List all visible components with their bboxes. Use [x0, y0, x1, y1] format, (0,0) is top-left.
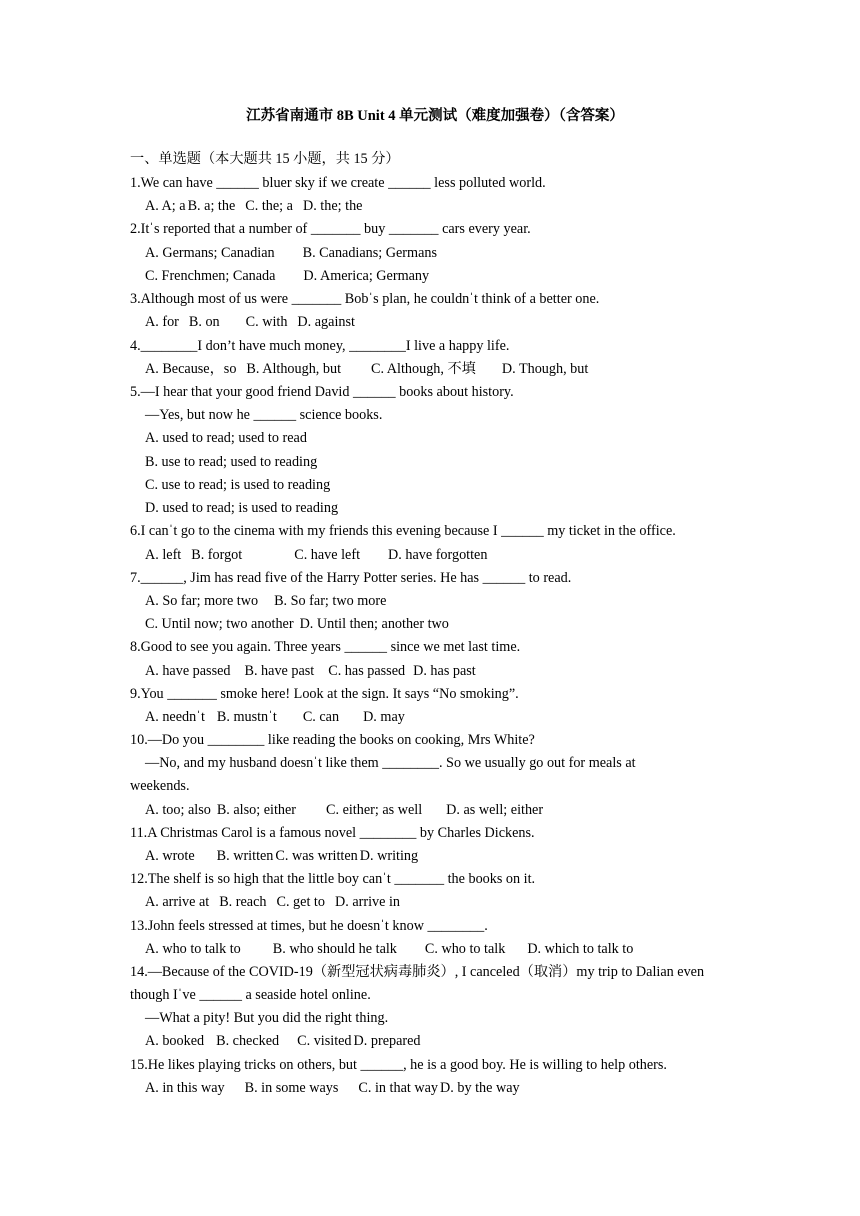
option-b: B. checked — [216, 1033, 280, 1049]
option-d: D. as well; either — [446, 802, 544, 818]
question-14-stem-reply: —What a pity! But you did the right thing. — [145, 1010, 389, 1026]
option-d: D. prepared — [353, 1033, 421, 1049]
option-a: A. booked — [145, 1033, 205, 1049]
option-b: B. written — [216, 848, 274, 864]
option-c: C. Although, 不填 — [371, 361, 476, 377]
question-2-stem: 2.Itˈs reported that a number of _______ buy _______ cars every year. — [130, 221, 531, 237]
question-3-options — [145, 313, 365, 331]
option-a: A. neednˈt — [145, 709, 205, 725]
question-8-options — [145, 662, 486, 680]
question-14-options — [145, 1032, 431, 1050]
question-7-options-row2 — [145, 615, 459, 633]
question-13-options — [145, 940, 643, 958]
question-2-options-row1 — [145, 244, 447, 262]
document-title: 江苏省南通市 8B Unit 4 单元测试（难度加强卷）（含答案） — [246, 108, 624, 124]
option-a: A. Because，so — [145, 361, 237, 377]
option-c: C. was written — [275, 848, 358, 864]
question-5-option-c: C. use to read; is used to reading — [145, 477, 331, 493]
option-c: C. Until now; two another — [145, 616, 294, 632]
option-c: C. have left — [294, 547, 361, 563]
option-d: D. writing — [359, 848, 419, 864]
option-d: D. by the way — [440, 1080, 520, 1096]
question-8-stem: 8.Good to see you again. Three years ______ since we met last time. — [130, 639, 521, 655]
option-a: A. have passed — [145, 663, 231, 679]
question-7-options-row1 — [145, 592, 396, 610]
option-d: D. against — [297, 314, 355, 330]
option-b: B. who should he talk — [272, 941, 397, 957]
question-9-options — [145, 708, 415, 726]
question-15-stem: 15.He likes playing tricks on others, but ______, he is a good boy. He is willing to help others. — [130, 1057, 667, 1073]
option-a: A. in this way — [145, 1080, 225, 1096]
question-13-stem: 13.John feels stressed at times, but he doesnˈt know ________. — [130, 918, 488, 934]
question-11-options — [145, 847, 428, 865]
option-b: B. Canadians; Germans — [302, 245, 437, 261]
question-5-stem: 5.—I hear that your good friend David ______ books about history. — [130, 384, 514, 400]
option-b: B. Although, but — [246, 361, 342, 377]
option-a: A. So far; more two — [145, 593, 259, 609]
question-14-stem: 14.—Because of the COVID-19（新型冠状病毒肺炎）, I canceled（取消）my trip to Dalian even — [130, 964, 705, 980]
option-d: D. has past — [413, 663, 476, 679]
option-c: C. visited — [297, 1033, 352, 1049]
option-d: D. Though, but — [501, 361, 589, 377]
question-10-options — [145, 801, 553, 819]
section-heading: 一、单选题（本大题共 15 小题，共 15 分） — [130, 151, 400, 167]
option-a: A. wrote — [145, 848, 195, 864]
option-b: B. mustnˈt — [216, 709, 277, 725]
option-a: A. for — [145, 314, 179, 330]
option-d: D. have forgotten — [388, 547, 488, 563]
option-a: A. too; also — [145, 802, 211, 818]
question-4-options — [145, 360, 598, 378]
question-6-options — [145, 546, 497, 564]
option-b: B. also; either — [216, 802, 297, 818]
question-7-stem: 7.______, Jim has read five of the Harry Potter series. He has ______ to read. — [130, 570, 572, 586]
option-d: D. Until then; another two — [299, 616, 449, 632]
option-c: C. can — [302, 709, 340, 725]
option-c: C. in that way — [358, 1080, 439, 1096]
question-5-stem-reply: —Yes, but now he ______ science books. — [145, 407, 383, 423]
question-15-options — [145, 1079, 530, 1097]
question-10-stem-reply: —No, and my husband doesnˈt like them ________. So we usually go out for meals at — [145, 755, 636, 771]
question-1-options — [145, 197, 372, 215]
option-d: D. arrive in — [334, 894, 400, 910]
option-a: A. A; a — [145, 198, 186, 214]
option-d: D. the; the — [302, 198, 363, 214]
option-d: D. which to talk to — [527, 941, 634, 957]
option-a: A. left — [145, 547, 182, 563]
question-11-stem: 11.A Christmas Carol is a famous novel ________ by Charles Dickens. — [130, 825, 535, 841]
option-a: A. who to talk to — [145, 941, 241, 957]
option-d: D. may — [363, 709, 405, 725]
question-9-stem: 9.You _______ smoke here! Look at the sign. It says “No smoking”. — [130, 686, 519, 702]
option-c: C. with — [245, 314, 288, 330]
option-c: C. Frenchmen; Canada — [145, 268, 276, 284]
question-5-option-a: A. used to read; used to read — [145, 430, 307, 446]
question-4-stem: 4.________I don’t have much money, ________I live a happy life. — [130, 338, 510, 354]
option-c: C. get to — [276, 894, 325, 910]
option-a: A. arrive at — [145, 894, 210, 910]
question-2-options-row2 — [145, 267, 439, 285]
option-b: B. So far; two more — [274, 593, 387, 609]
option-c: C. has passed — [328, 663, 406, 679]
option-b: B. reach — [219, 894, 267, 910]
question-6-stem: 6.I canˈt go to the cinema with my friends this evening because I ______ my ticket in the office. — [130, 523, 676, 539]
question-5-option-b: B. use to read; used to reading — [145, 454, 318, 470]
question-10-stem-reply-cont: weekends. — [130, 778, 190, 794]
question-5-option-d: D. used to read; is used to reading — [145, 500, 339, 516]
question-3-stem: 3.Although most of us were _______ Bobˈs plan, he couldnˈt think of a better one. — [130, 291, 600, 307]
question-10-stem: 10.—Do you ________ like reading the books on cooking, Mrs White? — [130, 732, 535, 748]
option-b: B. have past — [244, 663, 315, 679]
question-1-stem: 1.We can have ______ bluer sky if we create ______ less polluted world. — [130, 175, 546, 191]
option-b: B. in some ways — [244, 1080, 339, 1096]
option-b: B. on — [188, 314, 220, 330]
option-b: B. forgot — [191, 547, 243, 563]
question-14-stem-cont: though Iˈve ______ a seaside hotel online. — [130, 987, 371, 1003]
question-12-stem: 12.The shelf is so high that the little boy canˈt _______ the books on it. — [130, 871, 536, 887]
option-c: C. either; as well — [326, 802, 423, 818]
option-a: A. Germans; Canadian — [145, 245, 275, 261]
question-12-options — [145, 893, 410, 911]
option-d: D. America; Germany — [303, 268, 430, 284]
option-c: C. the; a — [245, 198, 293, 214]
option-b: B. a; the — [187, 198, 236, 214]
option-c: C. who to talk — [424, 941, 506, 957]
